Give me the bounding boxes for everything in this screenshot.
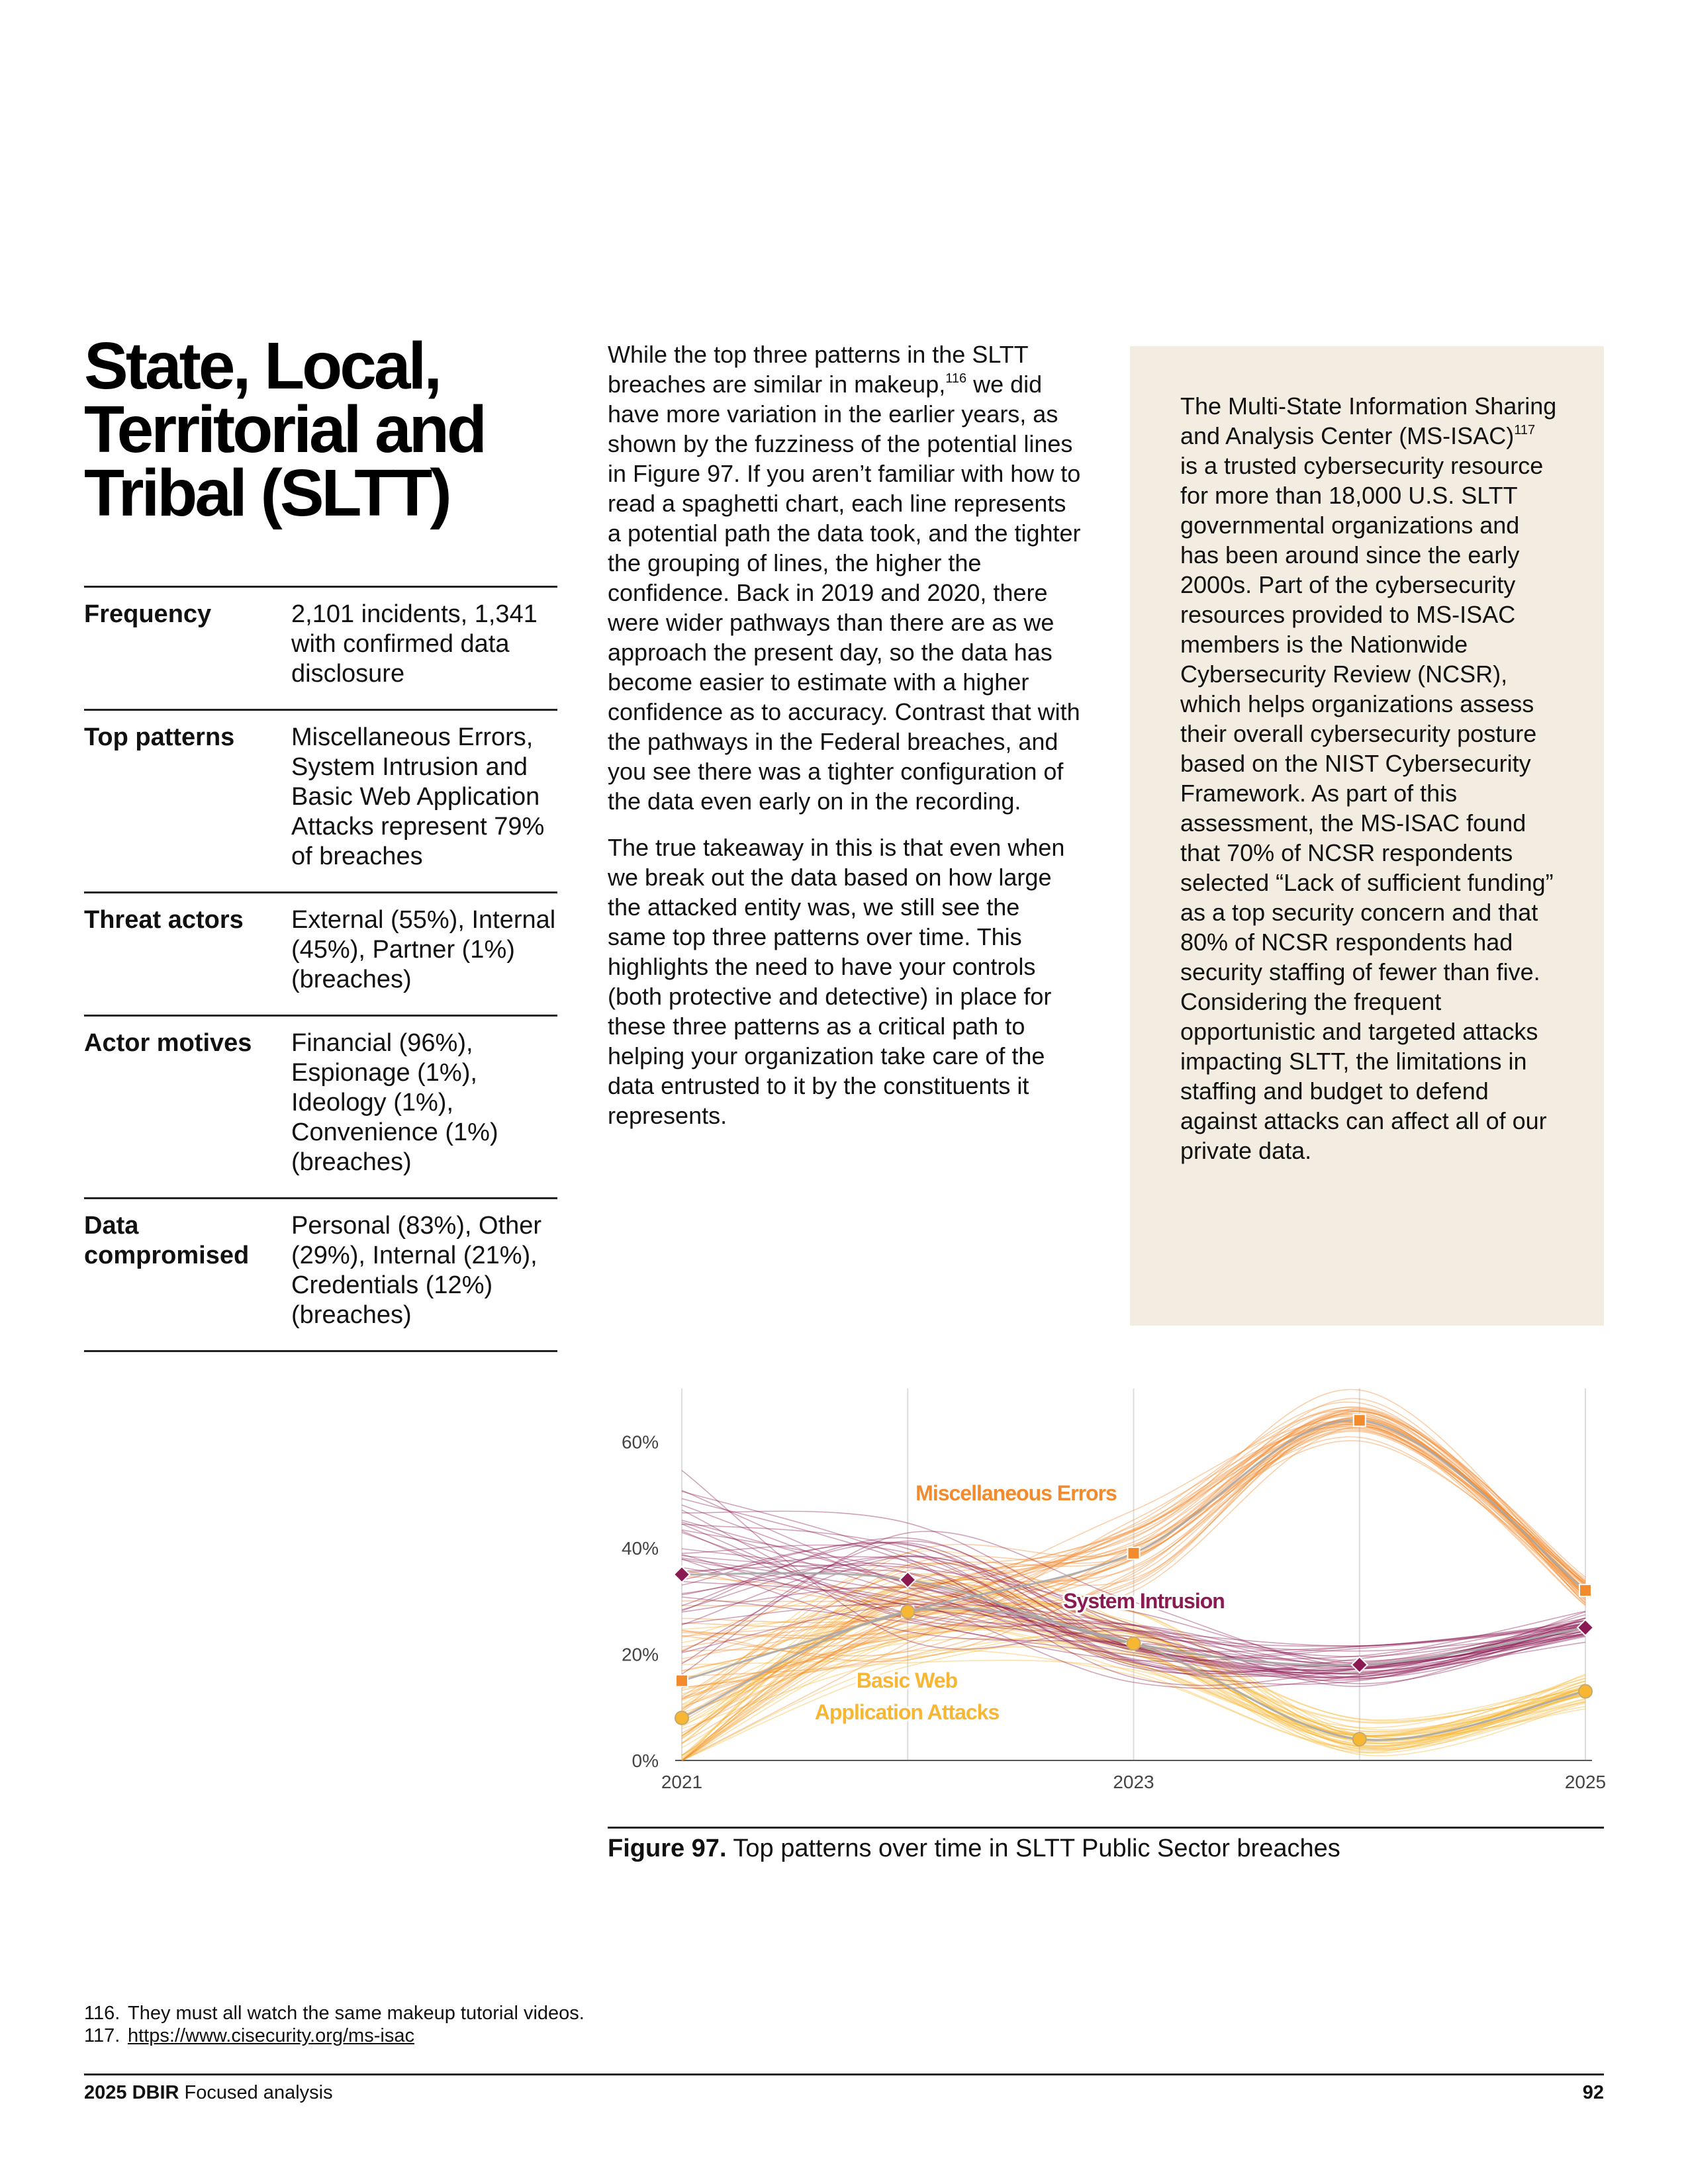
summary-row-frequency: [84, 586, 557, 709]
y-tick-label: 60%: [621, 1432, 659, 1453]
summary-table: [84, 586, 557, 1352]
title-line-2: Territorial and: [84, 392, 485, 467]
summary-row-actor-motives: [84, 1015, 557, 1197]
data-point: [1128, 1547, 1140, 1559]
summary-label: Frequency: [84, 600, 212, 628]
y-tick-label: 0%: [632, 1751, 659, 1771]
data-point: [1127, 1637, 1141, 1650]
series-label: Miscellaneous Errors: [915, 1481, 1117, 1505]
data-point: [676, 1675, 688, 1687]
data-point: [901, 1605, 914, 1618]
data-point: [1354, 1414, 1366, 1426]
summary-value: External (55%), Internal (45%), Partner (1%) (breaches): [291, 906, 556, 993]
summary-label: Actor motives: [84, 1029, 252, 1057]
summary-value: 2,101 incidents, 1,341 with confirmed data disclosure: [291, 600, 538, 688]
summary-value: Financial (96%), Espionage (1%), Ideology (1%), Convenience (1%) (breaches): [291, 1029, 498, 1176]
footnote-116: 116. They must all watch the same makeup tutorial videos.: [84, 2003, 585, 2024]
series-label: Basic Web: [856, 1668, 958, 1692]
body-paragraph-1: While the top three patterns in the SLTT breaches are similar in makeup,$^{116}$ we did have more variation in the earlier years, as shown by the fuzziness of the potential lines in Figure 97. If you aren’t familiar with how to read a spaghetti chart, each line represents a potential path the data took, and the tighter the grouping of lines, the higher the confidence. Back in 2019 and 2020, there were wider pathways than there are as we approach the present day, so the data has become easier to estimate with a higher confidence as to accuracy. Contrast that with the pathways in the Federal breaches, and you see there was a tighter configuration of the data even early on in the recording.: [608, 341, 1081, 815]
page-title: [84, 329, 547, 530]
series-label: Application Attacks: [814, 1700, 1000, 1724]
data-point: [1579, 1685, 1592, 1698]
summary-label: Data compromised: [84, 1212, 250, 1269]
y-tick-label: 20%: [621, 1644, 659, 1665]
footnote-117: 117. https://www.cisecurity.org/ms-isac: [84, 2025, 414, 2046]
footnote-ref-116[interactable]: 116: [945, 371, 967, 386]
data-point: [675, 1711, 688, 1725]
figure-number: Figure 97.: [608, 1835, 727, 1862]
figure-caption: [608, 1833, 1604, 1864]
ms-isac-link[interactable]: https://www.cisecurity.org/ms-isac: [128, 2025, 414, 2046]
x-tick-label: 2021: [661, 1772, 703, 1792]
footnote-ref-117[interactable]: 117: [1514, 423, 1536, 437]
data-point: [1579, 1584, 1591, 1596]
summary-row-top-patterns: [84, 709, 557, 891]
body-text: [608, 340, 1084, 1147]
footer-report-name: 2025 DBIR Focused analysis: [84, 2082, 333, 2103]
series-label: System Intrusion: [1063, 1589, 1225, 1613]
body-paragraph-2: The true takeaway in this is that even when we break out the data based on how large the attacked entity was, we still see the same top three patterns over time. This highlights the need to have your controls (both protective and detective) in place for these three patterns as a critical path to helping your organization take care of the data entrusted to it by the constituents it represents.: [608, 834, 1065, 1129]
summary-row-threat-actors: [84, 891, 557, 1015]
ms-isac-sidebar: The Multi-State Information Sharing and Analysis Center (MS-ISAC)$^{117}$ is a trusted cybersecurity resource for more than 18,000 U.S. SLTT governmental organizations and has been around since the early 2000s. Part of the cybersecurity resources provided to MS-ISAC members is the Nationwide Cybersecurity Review (NCSR), which helps organizations assess their overall cybersecurity posture based on the NIST Cybersecurity Framework. As part of this assessment, the MS-ISAC found that 70% of NCSR respondents selected “Lack of sufficient funding” as a top security concern and that 80% of NCSR respondents had security staffing of fewer than five. Considering the frequent opportunistic and targeted attacks impacting SLTT, the limitations in staffing and budget to defend against attacks can affect all of our private data.: [1130, 346, 1604, 1326]
x-tick-label: 2025: [1564, 1772, 1607, 1792]
title-line-1: State, Local,: [84, 329, 440, 403]
summary-row-data-compromised: [84, 1197, 557, 1352]
data-point: [1353, 1733, 1366, 1746]
summary-label: Threat actors: [84, 906, 244, 934]
footer-rule: [84, 2073, 1604, 2075]
summary-value: Personal (83%), Other (29%), Internal (21%), Credentials (12%) (breaches): [291, 1212, 542, 1329]
page-number: 92: [1582, 2082, 1604, 2103]
footnotes: [84, 2002, 878, 2047]
x-tick-label: 2023: [1113, 1772, 1154, 1792]
title-line-3: Tribal (SLTT): [84, 456, 449, 530]
figure-rule: [608, 1827, 1604, 1829]
spaghetti-chart: [583, 1377, 1615, 1807]
summary-label: Top patterns: [84, 723, 235, 751]
figure-caption-text: Top patterns over time in SLTT Public Sector breaches: [726, 1835, 1340, 1862]
y-tick-label: 40%: [621, 1537, 659, 1559]
summary-value: Miscellaneous Errors, System Intrusion and Basic Web Application Attacks represent 79% of breaches: [291, 723, 545, 870]
